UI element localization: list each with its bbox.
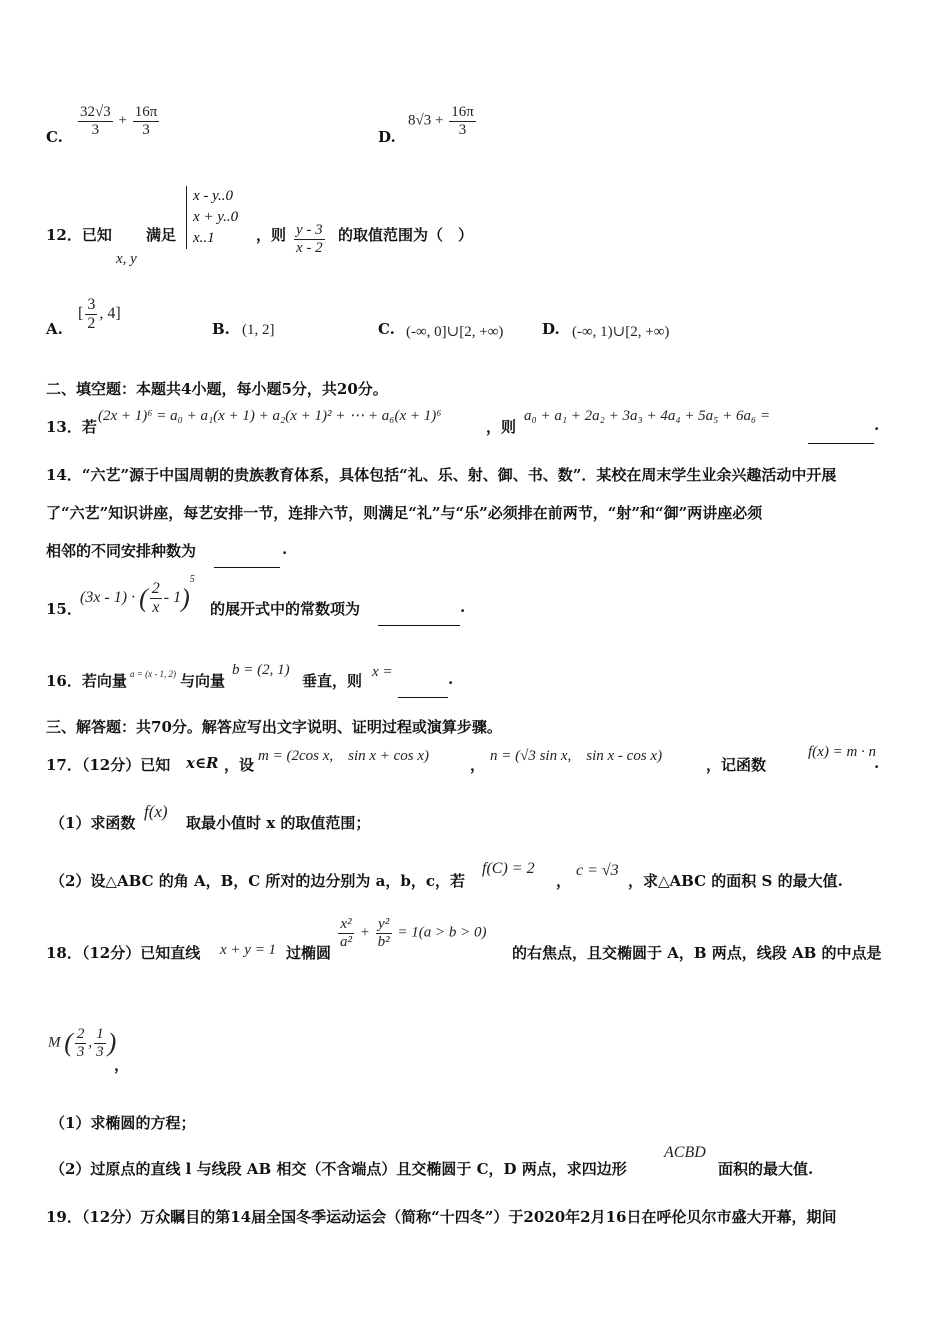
q12-constraint-system: x - y..0 x + y..0 x..1 <box>186 186 238 249</box>
q12-stem-start: 12．已知 <box>46 226 112 244</box>
q17-part2-pre: （2）设△ABC 的角 A，B，C 所对的边分别为 a，b，c，若 <box>50 872 465 890</box>
q18-ellipse-eq: $\frac{\text{x²}}{\text{a²}}$ + $\frac{\text{y²}}{\text{b²}}$ = 1(a > b > 0) <box>340 916 487 950</box>
q11-option-c-expr: $\frac{32√3}{3}$ + $\frac{16\pi}{3}$ <box>80 104 158 138</box>
q12-vars: x, y <box>116 251 137 267</box>
q14-end: . <box>282 540 288 558</box>
q13-end: . <box>874 416 880 434</box>
q18-part1: （1）求椭圆的方程； <box>50 1114 196 1132</box>
q16-perp: 垂直，则 <box>302 672 363 690</box>
q17-x-in-r: x∈R <box>186 754 219 772</box>
q13-sum-expr: a₀ + a₁ + 2a₂ + 3a₃ + 4a₄ + 5a₅ + 6a₆ = <box>524 408 771 424</box>
q17-comma: ， <box>470 756 486 774</box>
q11-option-d-expr: 8√3 + $\frac{16\pi}{3}$ <box>408 104 474 138</box>
q18-part2-acbd: ACBD <box>664 1144 706 1161</box>
q12-option-b-label: B. <box>212 320 230 338</box>
q12-option-b-value: (1, 2] <box>242 322 275 338</box>
q15-tail: 的展开式中的常数项为 <box>210 600 361 618</box>
q12-ratio: $\frac{y - 3}{x - 2}$ <box>296 222 323 256</box>
q15-expr: (3x - 1) · ( $\frac{2}{x}$ - 1)$^5$ <box>80 574 195 616</box>
q17-part2-fc: f(C) = 2 <box>482 860 535 877</box>
q11-option-d-label: D. <box>378 128 396 146</box>
q16-mid: 与向量 <box>180 672 226 690</box>
q12-option-a-value: [ $\frac{3}{2}$ , 4] <box>78 296 121 332</box>
q14-line-2: 了“六艺”知识讲座，每艺安排一节，连排六节，则满足“礼”与“乐”必须排在前两节，“射”和“御”两讲座必须 <box>46 504 763 522</box>
q18-line-expr: x + y = 1 <box>220 942 277 958</box>
q12-option-d-label: D. <box>542 320 560 338</box>
q15-answer-blank[interactable] <box>378 612 460 630</box>
q17-record: ，记函数 <box>706 756 767 774</box>
q14-answer-blank[interactable] <box>214 554 280 572</box>
q17-set: ，设 <box>224 756 255 774</box>
q13-answer-blank[interactable] <box>808 430 874 448</box>
q14-line-3: 相邻的不同安排种数为 <box>46 542 197 560</box>
q18-midpoint: M ( $\frac{2}{3}$ , $\frac{1}{3}$ ) <box>48 1026 117 1060</box>
section-3-title: 三、解答题：共70分。解答应写出文字说明、证明过程或演算步骤。 <box>46 718 502 736</box>
q11-option-c-label: C. <box>46 128 63 146</box>
q17-part2-comma: ， <box>556 872 572 890</box>
q12-option-c-value: (-∞, 0]∪[2, +∞) <box>406 324 504 340</box>
q13-expansion: (2x + 1)⁶ = a₀ + a₁(x + 1) + a₂(x + 1)² + ⋯ + a₆(x + 1)⁶ <box>98 408 442 424</box>
q14-line-1: 14．“六艺”源于中国周朝的贵族教育体系，具体包括“礼、乐、射、御、书、数”．某校在周末学生业余兴趣活动中开展 <box>46 466 837 484</box>
q18-part2-post: 面积的最大值. <box>718 1160 814 1178</box>
q17-part2-post: ，求△ABC 的面积 S 的最大值. <box>628 872 843 890</box>
q15-end: . <box>460 598 466 616</box>
q19-line-1: 19．（12分）万众瞩目的第14届全国冬季运动运会（简称“十四冬”）于2020年2月16日在呼伦贝尔市盛大开幕，期间 <box>46 1208 837 1226</box>
q16-end: . <box>448 670 454 688</box>
q17-stem-start: 17．（12分）已知 <box>46 756 171 774</box>
q18-tail: 的右焦点，且交椭圆于 A，B 两点，线段 AB 的中点是 <box>512 944 882 962</box>
q12-option-d-value: (-∞, 1)∪[2, +∞) <box>572 324 670 340</box>
q18-part2-pre: （2）过原点的直线 l 与线段 AB 相交（不含端点）且交椭圆于 C，D 两点，求四边形 <box>50 1160 627 1178</box>
q18-midpoint-end: ， <box>114 1056 130 1074</box>
q15-num: 15． <box>46 600 82 618</box>
q16-x-expr: x = <box>372 664 393 680</box>
q16-stem-start: 16．若向量 <box>46 672 127 690</box>
q12-then: ，则 <box>256 226 287 244</box>
q16-answer-blank[interactable] <box>398 684 448 702</box>
q18-stem-start: 18．（12分）已知直线 <box>46 944 201 962</box>
q17-vector-m: m = (2cos x, sin x + cos x) <box>258 748 430 764</box>
q17-end: . <box>874 754 880 772</box>
q17-f-def: f(x) = m · n <box>808 744 877 760</box>
q13-then: ，则 <box>486 418 517 436</box>
q17-vector-n: n = (√3 sin x, sin x - cos x) <box>490 748 663 764</box>
q17-part1-post: 取最小值时 x 的取值范围； <box>186 814 371 832</box>
q12-option-c-label: C. <box>378 320 395 338</box>
q12-option-a-label: A. <box>46 320 63 338</box>
q18-through: 过椭圆 <box>286 944 332 962</box>
q12-satisfy: 满足 <box>146 226 177 244</box>
q17-part1-pre: （1）求函数 <box>50 814 136 832</box>
q17-part2-c: c = √3 <box>576 862 619 879</box>
q13-stem-start: 13．若 <box>46 418 97 436</box>
q16-vector-b: b = (2, 1) <box>232 662 290 678</box>
section-2-title: 二、填空题：本题共4小题，每小题5分，共20分。 <box>46 380 388 398</box>
q16-vector-a: a = (x - 1, 2) <box>130 669 177 679</box>
q12-tail: 的取值范围为（ ） <box>338 226 474 244</box>
q17-part1-f: f(x) <box>144 802 168 821</box>
